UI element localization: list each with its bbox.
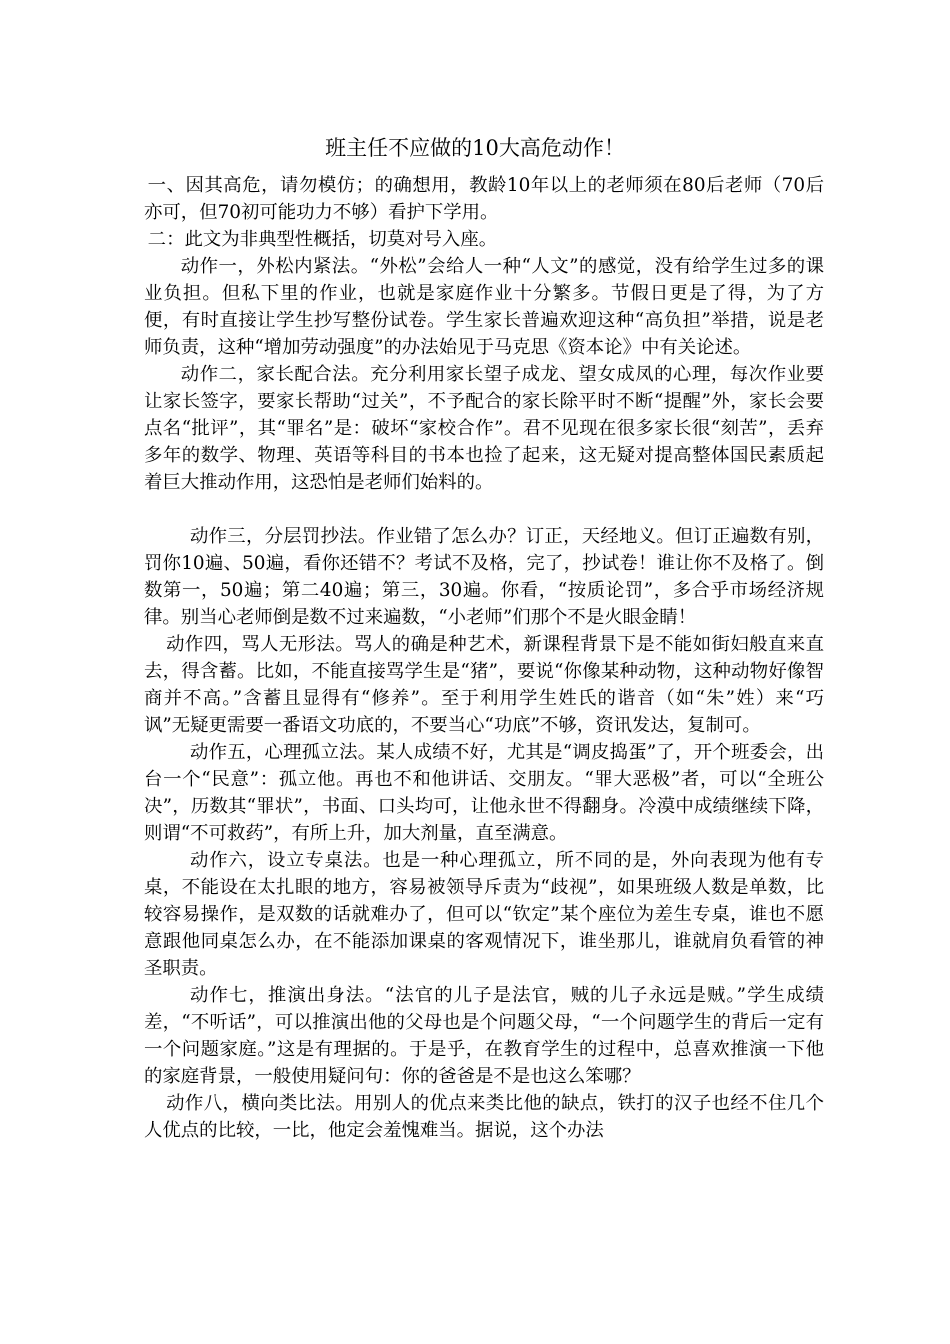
document-title: 班主任不应做的10大高危动作！ bbox=[325, 136, 625, 160]
paragraph: 一、因其高危，请勿模仿；的确想用，教龄10年以上的老师须在80后老师（70后亦可，但70初可能功力不够）看护下学用。 bbox=[144, 175, 824, 223]
paragraph: 动作三，分层罚抄法。作业错了怎么办？订正，天经地义。但订正遍数有别，罚你10遍、50遍，看你还错不？考试不及格，完了，抄试卷！谁让你不及格了。倒数第一，50遍；第二40遍；第三，30遍。你看，“按质论罚”，多合乎市场经济规律。别当心老师倒是数不过来遍数，“小老师”们那个不是火眼金睛！ bbox=[144, 526, 824, 628]
paragraph: 动作二，家长配合法。充分利用家长望子成龙、望女成凤的心理，每次作业要让家长签字，要家长帮助“过关”，不予配合的家长除平时不断“提醒”外，家长会要点名“批评”，其“罪名”是：破坏“家校合作”。君不见现在很多家长很“刻苦”，丢弃多年的数学、物理、英语等科目的书本也捡了起来，这无疑对提高整体国民素质起着巨大推动作用，这恐怕是老师们始料的。 bbox=[144, 364, 824, 493]
paragraph: 动作八，横向类比法。用别人的优点来类比他的缺点，铁打的汉子也经不住几个人优点的比较，一比，他定会羞愧难当。据说，这个办法 bbox=[144, 1093, 824, 1141]
paragraph: 动作一，外松内紧法。“外松”会给人一种“人文”的感觉，没有给学生过多的课业负担。但私下里的作业，也就是家庭作业十分繁多。节假日更是了得，为了方便，有时直接让学生抄写整份试卷。学生家长普遍欢迎这种“高负担”举措，说是老师负责，这种“增加劳动强度”的办法始见于马克思《资本论》中有关论述。 bbox=[144, 256, 824, 358]
paragraph: 动作七，推演出身法。“法官的儿子是法官，贼的儿子永远是贼。”学生成绩差，“不听话”，可以推演出他的父母也是个问题父母，“一个问题学生的背后一定有一个问题家庭。”这是有理据的。于是乎，在教育学生的过程中，总喜欢推演一下他的家庭背景，一般使用疑问句：你的爸爸是不是也这么笨哪？ bbox=[144, 985, 824, 1087]
paragraph: 动作五，心理孤立法。某人成绩不好，尤其是“调皮捣蛋”了，开个班委会，出台一个“民意”：孤立他。再也不和他讲话、交朋友。“罪大恶极”者，可以“全班公决”，历数其“罪状”，书面、口头均可，让他永世不得翻身。冷漠中成绩继续下降，则谓“不可救药”，有所上升，加大剂量，直至满意。 bbox=[144, 742, 824, 844]
document-body bbox=[144, 172, 824, 1144]
paragraph: 二：此文为非典型性概括，切莫对号入座。 bbox=[147, 229, 498, 250]
paragraph: 动作四，骂人无形法。骂人的确是种艺术，新课程背景下是不能如街妇般直来直去，得含蓄。比如，不能直接骂学生是“猪”，要说“你像某种动物，这种动物好像智商并不高。”含蓄且显得有“修养”。至于利用学生姓氏的谐音（如“朱”姓）来“巧讽”无疑更需要一番语文功底的，不要当心“功底”不够，资讯发达，复制可。 bbox=[144, 634, 824, 736]
paragraph: 动作六，设立专桌法。也是一种心理孤立，所不同的是，外向表现为他有专桌，不能设在太扎眼的地方，容易被领导斥责为“歧视”，如果班级人数是单数，比较容易操作，是双数的话就难办了，但可以“钦定”某个座位为差生专桌，谁也不愿意跟他同桌怎么办，在不能添加课桌的客观情况下，谁坐那儿，谁就肩负看管的神圣职责。 bbox=[144, 850, 824, 979]
blank-line bbox=[144, 496, 824, 523]
